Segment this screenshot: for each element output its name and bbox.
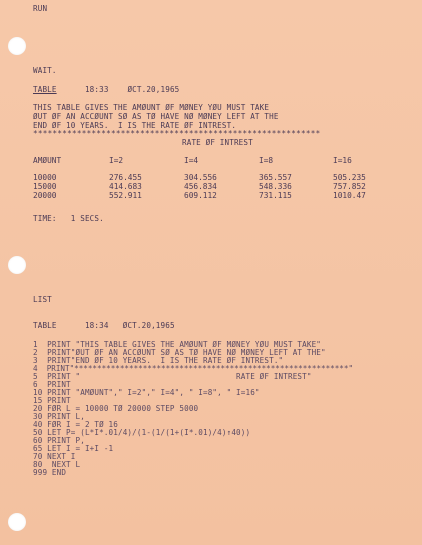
code-line: 15 PRINT (33, 396, 71, 405)
table-date: ØCT.20,1965 (127, 85, 180, 94)
table-cell: 1010.47 (333, 191, 366, 200)
code-line: 60 PRINT P, (33, 436, 85, 445)
table-cell: 505.235 (333, 173, 366, 182)
code-line: 50 LET P= (L*I*.01/4)/(1-(1/(1+(I*.01)/4)↑40)) (33, 428, 251, 437)
table-cell: 276.455 (109, 173, 142, 182)
output-table-header (33, 86, 179, 94)
table-cell: 548.336 (259, 182, 292, 191)
table-cell: 552.911 (109, 191, 142, 200)
column-header: I=2 (109, 156, 124, 165)
code-line: 2 PRINT"ØUT ØF AN ACCØUNT SØ AS TØ HAVE NØ MØNEY LEFT AT THE" (33, 348, 326, 357)
description-line: END ØF 10 YEARS. I IS THE RATE ØF INTREST. (33, 121, 237, 130)
code-line: 65 LET I = I+I -1 (33, 444, 114, 453)
punch-hole (8, 513, 26, 531)
punch-hole (8, 256, 26, 274)
wait-message: WAIT. (33, 66, 57, 75)
column-header: I=8 (259, 156, 274, 165)
table-cell: 304.556 (184, 173, 217, 182)
table-word: TABLE (33, 321, 57, 330)
code-line: 5 PRINT " RATE ØF INTREST" (33, 372, 312, 381)
column-header: AMØUNT (33, 156, 62, 165)
star-separator: *********************************************************** (33, 129, 321, 138)
column-header: I=4 (184, 156, 199, 165)
code-line: 999 END (33, 468, 67, 477)
punch-hole (8, 37, 26, 55)
table-cell: 456.834 (184, 182, 217, 191)
description-line: ØUT ØF AN ACCØUNT SØ AS TØ HAVE NØ MØNEY LEFT AT THE (33, 112, 279, 121)
code-line: 3 PRINT"END ØF 10 YEARS. I IS THE RATE ØF INTREST." (33, 356, 284, 365)
code-line: 80 NEXT L (33, 460, 81, 469)
rate-label: RATE ØF INTREST (182, 138, 253, 147)
list-command: LIST (33, 295, 52, 304)
table-word: TABLE (33, 85, 57, 94)
run-command: RUN (33, 4, 48, 13)
table-cell: 609.112 (184, 191, 217, 200)
code-line: 20 FØR L = 10000 TØ 20000 STEP 5000 (33, 404, 199, 413)
listing-table-header (33, 322, 175, 330)
code-line: 1 PRINT "THIS TABLE GIVES THE AMØUNT ØF MØNEY YØU MUST TAKE" (33, 340, 322, 349)
table-time: 18:34 (84, 321, 109, 330)
column-header: I=16 (333, 156, 352, 165)
table-cell: 20000 (33, 191, 57, 200)
code-line: 30 PRINT L, (33, 412, 85, 421)
code-line: 6 PRINT (33, 380, 71, 389)
time-readout: TIME: 1 SECS. (33, 214, 104, 223)
table-date: ØCT.20,1965 (122, 321, 175, 330)
table-time: 18:33 (84, 85, 109, 94)
description-line: THIS TABLE GIVES THE AMØUNT ØF MØNEY YØU MUST TAKE (33, 103, 270, 112)
table-cell: 414.683 (109, 182, 142, 191)
code-line: 4 PRINT"************************************************************" (33, 364, 354, 373)
table-cell: 10000 (33, 173, 57, 182)
table-cell: 365.557 (259, 173, 292, 182)
table-cell: 15000 (33, 182, 57, 191)
table-cell: 757.852 (333, 182, 366, 191)
code-line: 40 FØR I = 2 TØ 16 (33, 420, 118, 429)
table-cell: 731.115 (259, 191, 292, 200)
code-line: 10 PRINT "AMØUNT"," I=2"," I=4", " I=8", " I=16" (33, 388, 260, 397)
code-line: 70 NEXT I (33, 452, 76, 461)
